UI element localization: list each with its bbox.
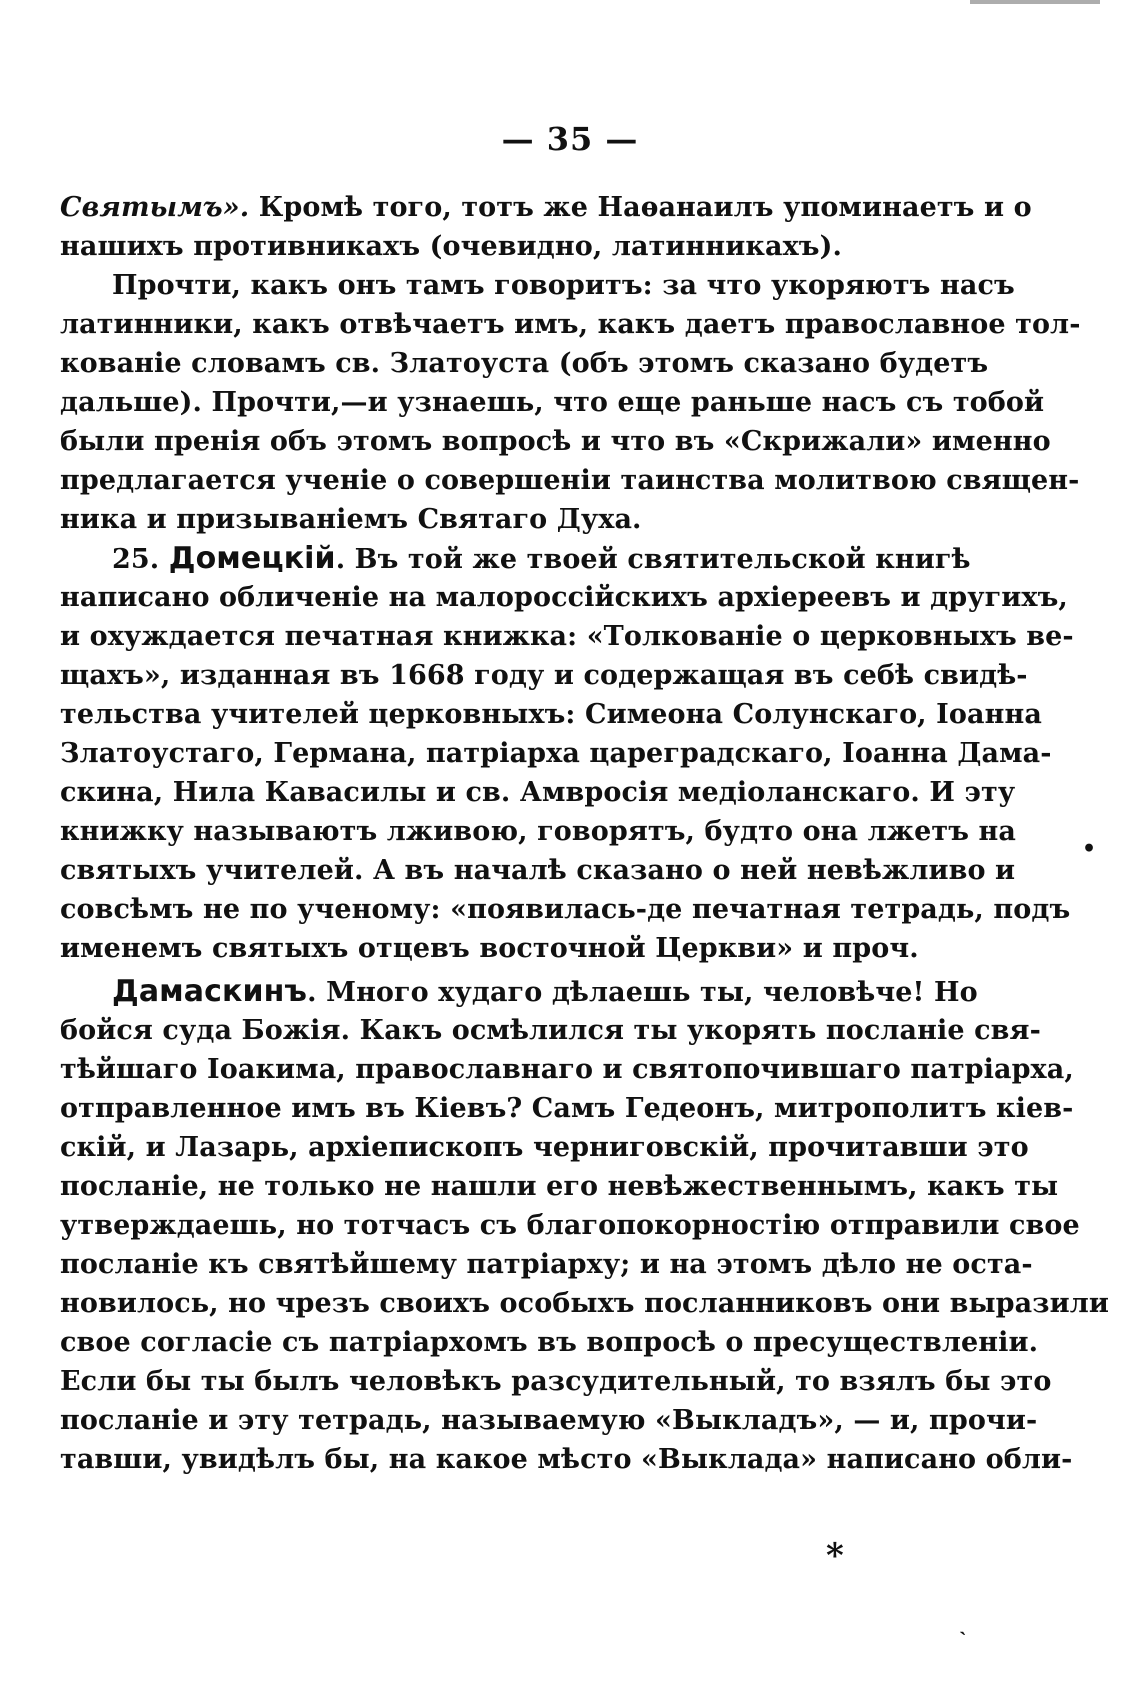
text-line: дальше). Прочти,—и узнаешь, что еще раньше насъ съ тобой	[60, 387, 1045, 418]
speaker-name: Домецкій	[168, 541, 336, 576]
text-line: Дамаскинъ. Много худаго дѣлаешь ты, человѣче! Но	[112, 974, 978, 1009]
text-line: посланіе къ святѣйшему патріарху; и на этомъ дѣло не оста-	[60, 1249, 1033, 1280]
text-line: скій, и Лазарь, архіепископъ черниговскій, прочитавши это	[60, 1132, 1029, 1163]
text-line: латинники, какъ отвѣчаетъ имъ, какъ даетъ православное тол-	[60, 309, 1081, 340]
text-line: отправленное имъ въ Кіевъ? Самъ Гедеонъ, митрополитъ кіев-	[60, 1093, 1074, 1124]
scan-speck: ˎ	[959, 1610, 967, 1636]
speaker-name: Дамаскинъ	[112, 974, 308, 1009]
text-line: 25. Домецкій. Въ той же твоей святительской книгѣ	[112, 541, 971, 576]
page-body	[60, 188, 1109, 1479]
signature-mark: *	[826, 1536, 844, 1576]
scan-artifact	[970, 0, 1100, 4]
text-line: посланіе, не только не нашли его невѣжественнымъ, какъ ты	[60, 1171, 1059, 1202]
text-line: ника и призываніемъ Святаго Духа.	[60, 504, 642, 535]
text-line: бойся суда Божія. Какъ осмѣлился ты укорять посланіе свя-	[60, 1015, 1041, 1046]
paragraph-1	[60, 188, 1032, 266]
text-line: кованіе словамъ св. Златоуста (объ этомъ сказано будетъ	[60, 348, 989, 379]
text-line: предлагается ученіе о совершеніи таинства молитвою священ-	[60, 465, 1080, 496]
text-line: скина, Нила Кавасилы и св. Амвросія медіоланскаго. И эту	[60, 777, 1016, 808]
text-line: посланіе и эту тетрадь, называемую «Выкладъ», — и, прочи-	[60, 1405, 1038, 1436]
text-line: новилось, но чрезъ своихъ особыхъ посланниковъ они выразили	[60, 1288, 1109, 1319]
paragraph-4	[60, 972, 1109, 1479]
text-line: нашихъ противникахъ (очевидно, латинникахъ).	[60, 231, 842, 262]
text-line: совсѣмъ не по ученому: «появилась-де печатная тетрадь, подъ	[60, 894, 1071, 925]
page-number: — 35 —	[501, 120, 639, 158]
text-line: были пренія объ этомъ вопросѣ и что въ «Скрижали» именно	[60, 426, 1051, 457]
section-number: 25.	[112, 544, 160, 575]
text-line: написано обличеніе на малороссійскихъ архіереевъ и другихъ,	[60, 582, 1068, 613]
text-line: Святымъ». Кромѣ того, тотъ же Наѳанаилъ упоминаетъ и о	[60, 192, 1032, 223]
text-line: и охуждается печатная книжка: «Толкованіе о церковныхъ ве-	[60, 621, 1074, 652]
text-line: святыхъ учителей. А въ началѣ сказано о ней невѣжливо и	[60, 855, 1016, 886]
text-line: Если бы ты былъ человѣкъ разсудительный, то взялъ бы это	[60, 1366, 1052, 1397]
text-line: свое согласіе съ патріархомъ въ вопросѣ о пресуществленіи.	[60, 1327, 1039, 1358]
text-line: тавши, увидѣлъ бы, на какое мѣсто «Выклада» написано обли-	[60, 1444, 1073, 1475]
paragraph-2	[60, 266, 1081, 539]
text-line: тѣйшаго Іоакима, православнаго и святопочившаго патріарха,	[60, 1054, 1074, 1085]
italic-word: Святымъ».	[60, 192, 250, 223]
text-line: утверждаешь, но тотчасъ съ благопокорностію отправили свое	[60, 1210, 1080, 1241]
margin-dot: •	[1082, 836, 1097, 862]
text-line: книжку называютъ лживою, говорятъ, будто она лжетъ на	[60, 816, 1017, 847]
paragraph-3	[60, 539, 1074, 968]
text-line: Прочти, какъ онъ тамъ говоритъ: за что укоряютъ насъ	[112, 270, 1015, 301]
text-line: тельства учителей церковныхъ: Симеона Солунскаго, Іоанна	[60, 699, 1042, 730]
text-line: щахъ», изданная въ 1668 году и содержащая въ себѣ свидѣ-	[60, 660, 1028, 691]
text-line: именемъ святыхъ отцевъ восточной Церкви» и проч.	[60, 933, 919, 964]
text-line: Златоустаго, Германа, патріарха цареградскаго, Іоанна Дама-	[60, 738, 1052, 769]
